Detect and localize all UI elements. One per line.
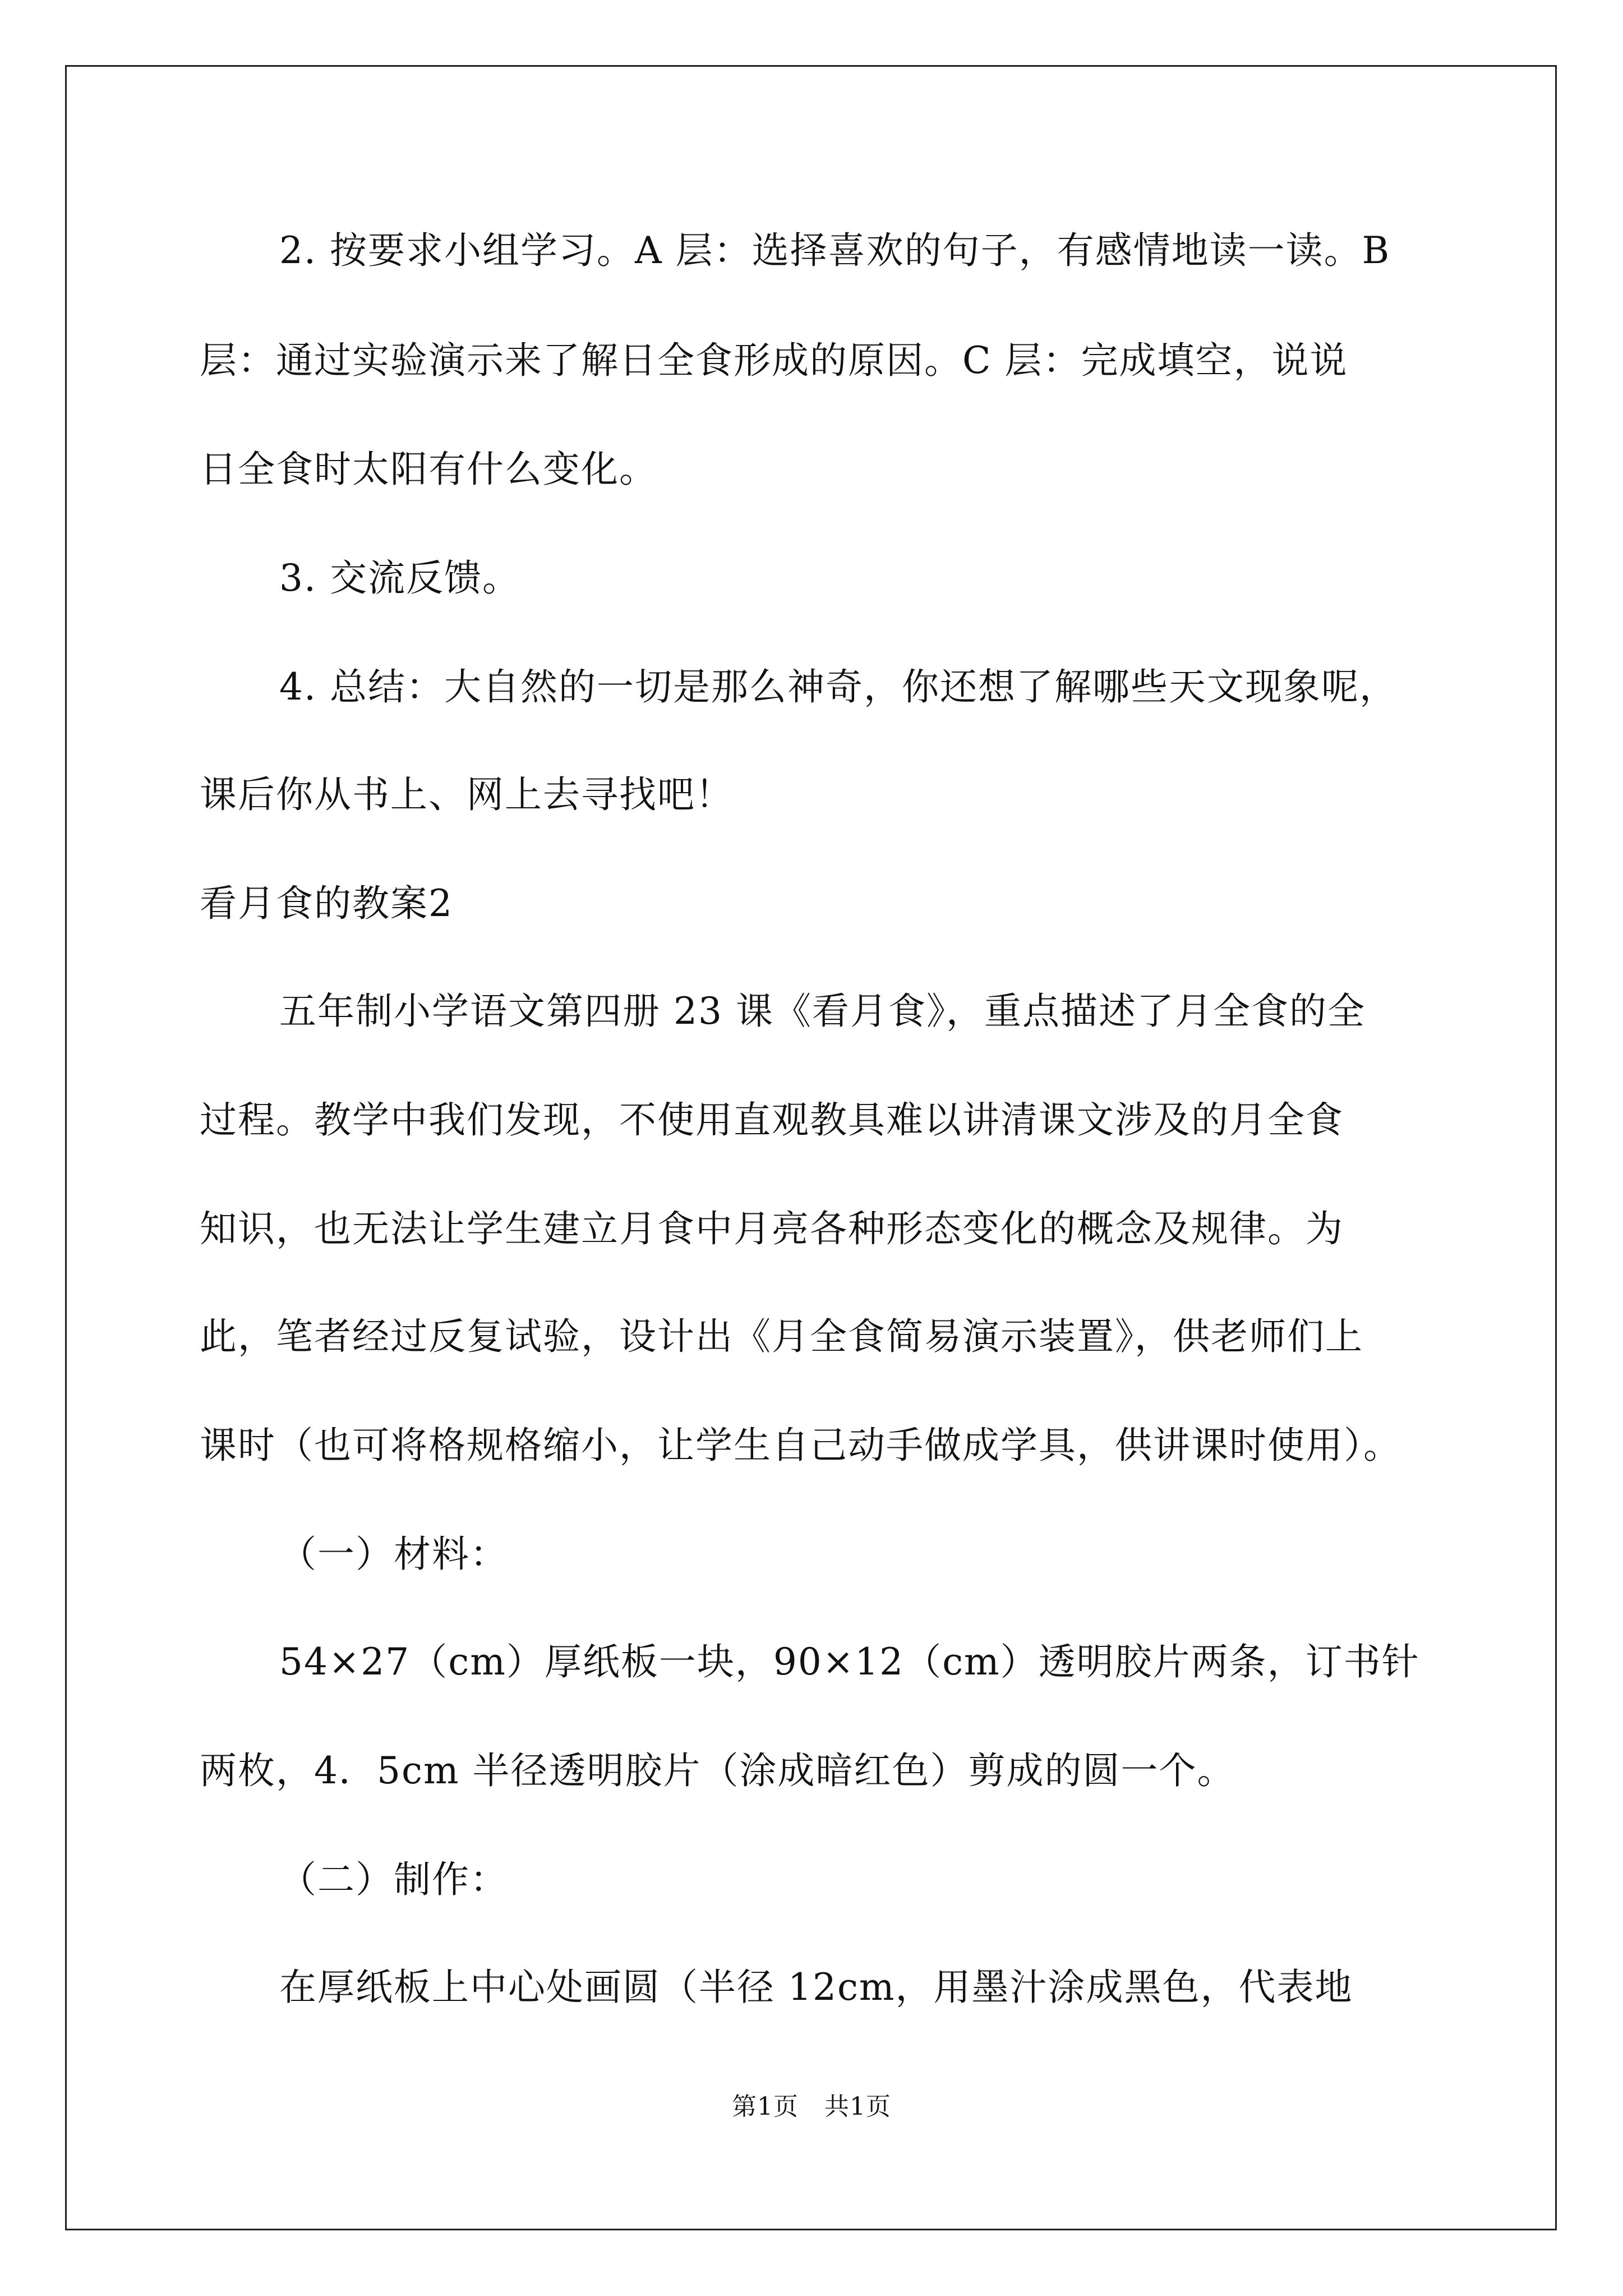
paragraph-line: 54×27（cm）厚纸板一块，90×12（cm）透明胶片两条，订书针 xyxy=(279,1640,1420,1683)
paragraph-line: 知识，也无法让学生建立月食中月亮各种形态变化的概念及规律。为 xyxy=(200,1207,1344,1250)
page-number: 第1页 xyxy=(732,2092,799,2121)
subsection-heading: （一）材料： xyxy=(279,1533,508,1576)
paragraph-line: 此，笔者经过反复试验，设计出《月全食简易演示装置》，供老师们上 xyxy=(200,1315,1363,1358)
paragraph-line: 4. 总结：大自然的一切是那么神奇，你还想了解哪些天文现象呢， xyxy=(279,665,1398,708)
paragraph-line: 两枚，4．5cm 半径透明胶片（涂成暗红色）剪成的圆一个。 xyxy=(200,1749,1235,1792)
paragraph-line: 3. 交流反馈。 xyxy=(279,556,520,600)
page-footer xyxy=(0,2090,1623,2124)
section-heading: 看月食的教案2 xyxy=(200,882,453,925)
paragraph-line: 过程。教学中我们发现，不使用直观教具难以讲清课文涉及的月全食 xyxy=(200,1098,1344,1142)
paragraph-line: 五年制小学语文第四册 23 课《看月食》，重点描述了月全食的全 xyxy=(279,990,1366,1033)
paragraph-line: 课后你从书上、网上去寻找吧！ xyxy=(200,773,734,816)
paragraph-line: 层：通过实验演示来了解日全食形成的原因。C 层：完成填空，说说 xyxy=(200,339,1348,382)
page-total: 共1页 xyxy=(824,2092,891,2121)
paragraph-line: 课时（也可将格规格缩小，让学生自己动手做成学具，供讲课时使用）。 xyxy=(200,1424,1401,1467)
page-border xyxy=(65,65,1557,2230)
subsection-heading: （二）制作： xyxy=(279,1858,508,1901)
paragraph-line: 日全食时太阳有什么变化。 xyxy=(200,448,657,491)
paragraph-line: 2. 按要求小组学习。A 层：选择喜欢的句子，有感情地读一读。B xyxy=(279,229,1391,272)
paragraph-line: 在厚纸板上中心处画圆（半径 12cm，用墨汁涂成黑色，代表地 xyxy=(279,1966,1353,2009)
